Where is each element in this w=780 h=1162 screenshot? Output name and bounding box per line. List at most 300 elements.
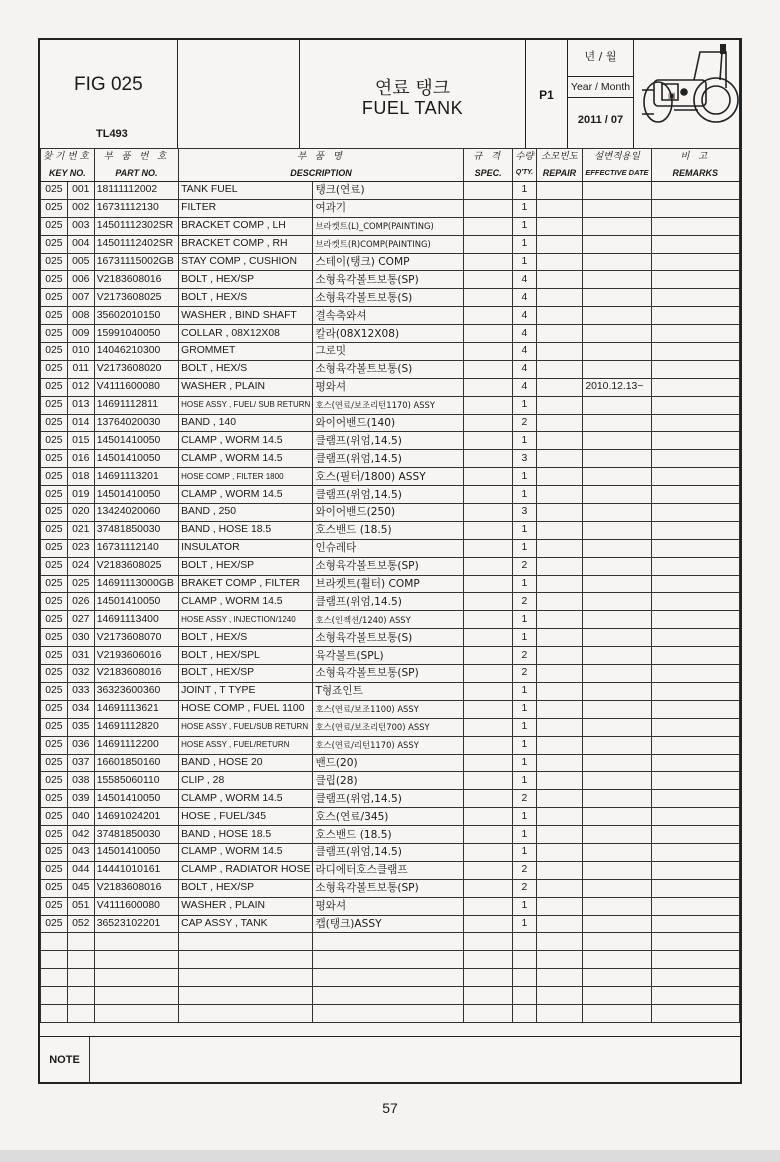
- cell-remarks: [651, 539, 739, 557]
- cell-repair: [536, 235, 583, 253]
- cell-remarks: [651, 843, 739, 861]
- cell-k1: 025: [41, 557, 68, 575]
- cell-en: CLAMP , WORM 14.5: [179, 593, 313, 611]
- issue-date: 2011 / 07: [577, 114, 624, 126]
- cell-repair: [536, 521, 583, 539]
- cell-qty: 1: [513, 199, 536, 217]
- empty-cell: [179, 933, 313, 951]
- cell-eff: [583, 647, 651, 665]
- cell-repair: [536, 897, 583, 915]
- cell-en: CLAMP , WORM 14.5: [179, 790, 313, 808]
- cell-remarks: [651, 235, 739, 253]
- cell-spec: [463, 665, 512, 683]
- cell-repair: [536, 486, 583, 504]
- empty-cell: [583, 1004, 651, 1022]
- cell-eff: [583, 861, 651, 879]
- cell-en: WASHER , PLAIN: [179, 378, 313, 396]
- table-row: [41, 539, 740, 557]
- cell-eff: [583, 199, 651, 217]
- cell-eff: [583, 450, 651, 468]
- cell-spec: [463, 486, 512, 504]
- cell-en: BOLT , HEX/SP: [179, 879, 313, 897]
- cell-part: V2173608025: [94, 289, 178, 307]
- empty-cell: [67, 1004, 94, 1022]
- cell-qty: 1: [513, 915, 536, 933]
- cell-k2: 003: [67, 217, 94, 235]
- cell-k2: 038: [67, 772, 94, 790]
- title-box: [300, 40, 526, 148]
- cell-en: STAY COMP , CUSHION: [179, 253, 313, 271]
- table-row: [41, 557, 740, 575]
- table-row: [41, 504, 740, 522]
- cell-en: BOLT , HEX/S: [179, 360, 313, 378]
- cell-repair: [536, 432, 583, 450]
- cell-k2: 052: [67, 915, 94, 933]
- page-code-box: [526, 40, 568, 148]
- cell-remarks: [651, 504, 739, 522]
- cell-part: 16731112140: [94, 539, 178, 557]
- cell-en: CLAMP , WORM 14.5: [179, 432, 313, 450]
- cell-qty: 1: [513, 897, 536, 915]
- col-spec-ko: 규 격: [463, 149, 512, 166]
- cell-k2: 019: [67, 486, 94, 504]
- cell-k1: 025: [41, 289, 68, 307]
- cell-remarks: [651, 360, 739, 378]
- cell-spec: [463, 539, 512, 557]
- empty-cell: [41, 969, 68, 987]
- cell-k1: 025: [41, 575, 68, 593]
- cell-spec: [463, 253, 512, 271]
- empty-cell: [313, 933, 463, 951]
- cell-repair: [536, 665, 583, 683]
- table-row: [41, 486, 740, 504]
- cell-remarks: [651, 343, 739, 361]
- cell-repair: [536, 754, 583, 772]
- cell-en: BRACKET COMP , LH: [179, 217, 313, 235]
- cell-eff: [583, 593, 651, 611]
- table-row: [41, 682, 740, 700]
- cell-ko: 평와셔: [313, 897, 463, 915]
- cell-spec: [463, 343, 512, 361]
- cell-spec: [463, 307, 512, 325]
- cell-repair: [536, 271, 583, 289]
- empty-cell: [94, 987, 178, 1005]
- col-part-en: PART NO.: [94, 165, 178, 182]
- cell-qty: 1: [513, 700, 536, 718]
- empty-cell: [94, 969, 178, 987]
- empty-cell: [463, 1004, 512, 1022]
- cell-ko: 클램프(위엄,14.5): [313, 432, 463, 450]
- cell-remarks: [651, 325, 739, 343]
- col-qty-en: Q'TY.: [513, 165, 536, 182]
- cell-spec: [463, 414, 512, 432]
- cell-spec: [463, 843, 512, 861]
- cell-eff: [583, 289, 651, 307]
- cell-eff: [583, 253, 651, 271]
- cell-qty: 1: [513, 253, 536, 271]
- cell-remarks: [651, 378, 739, 396]
- cell-repair: [536, 450, 583, 468]
- title-english: FUEL TANK: [361, 98, 464, 118]
- empty-cell: [651, 987, 739, 1005]
- cell-repair: [536, 253, 583, 271]
- cell-en: HOSE ASSY , FUEL/SUB RETURN: [179, 718, 313, 736]
- empty-row: [41, 1004, 740, 1022]
- cell-k1: 025: [41, 521, 68, 539]
- cell-eff: [583, 468, 651, 486]
- cell-remarks: [651, 396, 739, 414]
- cell-remarks: [651, 307, 739, 325]
- cell-ko: 호스(인젝션/1240) ASSY: [313, 611, 463, 629]
- cell-k1: 025: [41, 629, 68, 647]
- cell-k1: 025: [41, 647, 68, 665]
- roller-icon: [634, 40, 740, 148]
- cell-en: BOLT , HEX/SP: [179, 665, 313, 683]
- cell-eff: [583, 414, 651, 432]
- cell-part: V2183608016: [94, 271, 178, 289]
- table-row: [41, 432, 740, 450]
- cell-k2: 035: [67, 718, 94, 736]
- cell-ko: 여과기: [313, 199, 463, 217]
- empty-cell: [513, 987, 536, 1005]
- table-row: [41, 647, 740, 665]
- cell-part: 14501112302SR: [94, 217, 178, 235]
- cell-ko: 브라켓트(휠터) COMP: [313, 575, 463, 593]
- cell-ko: 호스(필터/1800) ASSY: [313, 468, 463, 486]
- table-row: [41, 253, 740, 271]
- cell-part: 14501410050: [94, 843, 178, 861]
- cell-eff: [583, 843, 651, 861]
- cell-k1: 025: [41, 360, 68, 378]
- cell-k1: 025: [41, 611, 68, 629]
- cell-ko: 클램프(위엄,14.5): [313, 593, 463, 611]
- cell-spec: [463, 915, 512, 933]
- cell-repair: [536, 378, 583, 396]
- cell-en: TANK FUEL: [179, 182, 313, 200]
- note-label: NOTE: [40, 1037, 90, 1083]
- cell-repair: [536, 682, 583, 700]
- cell-en: BOLT , HEX/S: [179, 629, 313, 647]
- cell-eff: [583, 826, 651, 844]
- cell-eff: [583, 432, 651, 450]
- cell-repair: [536, 826, 583, 844]
- note-area: [40, 1036, 740, 1083]
- cell-eff: [583, 486, 651, 504]
- table-row: [41, 217, 740, 235]
- cell-repair: [536, 325, 583, 343]
- page-number: 57: [382, 1100, 398, 1116]
- table-row: [41, 343, 740, 361]
- cell-remarks: [651, 289, 739, 307]
- cell-en: CLAMP , RADIATOR HOSE: [179, 861, 313, 879]
- table-row: [41, 575, 740, 593]
- cell-k2: 004: [67, 235, 94, 253]
- empty-cell: [94, 933, 178, 951]
- cell-spec: [463, 199, 512, 217]
- cell-en: CLAMP , WORM 14.5: [179, 843, 313, 861]
- cell-ko: 평와셔: [313, 378, 463, 396]
- table-row: [41, 772, 740, 790]
- cell-part: 14691112820: [94, 718, 178, 736]
- cell-repair: [536, 593, 583, 611]
- parts-table: [40, 148, 740, 1023]
- empty-cell: [513, 1004, 536, 1022]
- cell-spec: [463, 754, 512, 772]
- year-month-english: Year / Month: [568, 76, 633, 98]
- cell-part: 14501112402SR: [94, 235, 178, 253]
- cell-eff: [583, 897, 651, 915]
- cell-ko: 호스(연료/보조1100) ASSY: [313, 700, 463, 718]
- cell-en: INSULATOR: [179, 539, 313, 557]
- cell-ko: 호스(연료/보조리턴700) ASSY: [313, 718, 463, 736]
- empty-cell: [536, 987, 583, 1005]
- table-row: [41, 307, 740, 325]
- cell-part: 16731115002GB: [94, 253, 178, 271]
- col-eff-ko: 설변적용일: [583, 149, 651, 166]
- empty-cell: [313, 987, 463, 1005]
- cell-en: WASHER , PLAIN: [179, 897, 313, 915]
- cell-part: 37481850030: [94, 521, 178, 539]
- cell-repair: [536, 414, 583, 432]
- cell-k1: 025: [41, 808, 68, 826]
- empty-cell: [513, 933, 536, 951]
- cell-eff: [583, 307, 651, 325]
- cell-repair: [536, 629, 583, 647]
- cell-remarks: [651, 486, 739, 504]
- empty-row: [41, 933, 740, 951]
- cell-k2: 021: [67, 521, 94, 539]
- cell-spec: [463, 182, 512, 200]
- cell-ko: 칼라(08X12X08): [313, 325, 463, 343]
- col-desc-en: DESCRIPTION: [179, 165, 464, 182]
- empty-cell: [536, 969, 583, 987]
- cell-spec: [463, 378, 512, 396]
- cell-ko: 클립(28): [313, 772, 463, 790]
- table-row: [41, 879, 740, 897]
- cell-repair: [536, 861, 583, 879]
- cell-ko: 호스밴드 (18.5): [313, 826, 463, 844]
- cell-k1: 025: [41, 182, 68, 200]
- cell-remarks: [651, 271, 739, 289]
- table-row: [41, 897, 740, 915]
- empty-cell: [179, 969, 313, 987]
- cell-k2: 024: [67, 557, 94, 575]
- cell-part: 14046210300: [94, 343, 178, 361]
- cell-k2: 012: [67, 378, 94, 396]
- cell-eff: [583, 504, 651, 522]
- cell-part: 14501410050: [94, 790, 178, 808]
- cell-qty: 1: [513, 682, 536, 700]
- sheet-header: [40, 40, 740, 149]
- cell-remarks: [651, 790, 739, 808]
- cell-k1: 025: [41, 396, 68, 414]
- date-box: [568, 40, 634, 148]
- col-qty-ko: 수량: [513, 149, 536, 166]
- cell-spec: [463, 521, 512, 539]
- cell-ko: 호스(연료/리턴1170) ASSY: [313, 736, 463, 754]
- cell-part: V2173608020: [94, 360, 178, 378]
- figure-box: [40, 40, 178, 148]
- cell-k1: 025: [41, 593, 68, 611]
- cell-k1: 025: [41, 861, 68, 879]
- cell-k2: 010: [67, 343, 94, 361]
- table-row: [41, 235, 740, 253]
- table-row: [41, 843, 740, 861]
- parts-sheet: [38, 38, 742, 1084]
- cell-remarks: [651, 182, 739, 200]
- cell-repair: [536, 557, 583, 575]
- cell-eff: [583, 396, 651, 414]
- empty-cell: [536, 951, 583, 969]
- cell-k2: 023: [67, 539, 94, 557]
- cell-remarks: [651, 521, 739, 539]
- cell-eff: [583, 808, 651, 826]
- col-eff-en: EFFECTIVE DATE: [583, 165, 651, 182]
- col-part-ko: 부 품 번 호: [94, 149, 178, 166]
- cell-ko: 그로밋: [313, 343, 463, 361]
- cell-k2: 015: [67, 432, 94, 450]
- cell-eff: [583, 790, 651, 808]
- cell-ko: 와이어밴드(250): [313, 504, 463, 522]
- cell-repair: [536, 396, 583, 414]
- cell-repair: [536, 468, 583, 486]
- cell-en: BOLT , HEX/SPL: [179, 647, 313, 665]
- cell-qty: 1: [513, 486, 536, 504]
- cell-ko: 브라켓트(R)COMP(PAINTING): [313, 235, 463, 253]
- cell-part: V2193606016: [94, 647, 178, 665]
- empty-cell: [67, 969, 94, 987]
- cell-qty: 1: [513, 396, 536, 414]
- cell-en: CLAMP , WORM 14.5: [179, 486, 313, 504]
- cell-k2: 036: [67, 736, 94, 754]
- cell-part: 14441010161: [94, 861, 178, 879]
- empty-cell: [651, 1004, 739, 1022]
- cell-spec: [463, 700, 512, 718]
- cell-repair: [536, 307, 583, 325]
- cell-ko: 호스(연료/345): [313, 808, 463, 826]
- cell-part: 14691113000GB: [94, 575, 178, 593]
- col-key-ko: 찾기번호: [41, 149, 95, 166]
- cell-eff: [583, 700, 651, 718]
- cell-en: BAND , 140: [179, 414, 313, 432]
- cell-repair: [536, 217, 583, 235]
- cell-part: 14501410050: [94, 450, 178, 468]
- cell-spec: [463, 325, 512, 343]
- cell-remarks: [651, 718, 739, 736]
- roller-illustration: [634, 40, 740, 148]
- cell-ko: 결속축와셔: [313, 307, 463, 325]
- cell-k1: 025: [41, 199, 68, 217]
- cell-spec: [463, 682, 512, 700]
- cell-part: 13764020030: [94, 414, 178, 432]
- cell-qty: 4: [513, 378, 536, 396]
- empty-cell: [313, 951, 463, 969]
- cell-part: 37481850030: [94, 826, 178, 844]
- cell-remarks: [651, 682, 739, 700]
- col-key-en: KEY NO.: [41, 165, 95, 182]
- cell-remarks: [651, 575, 739, 593]
- empty-cell: [41, 1004, 68, 1022]
- cell-ko: 호스(연료/보조리턴1170) ASSY: [313, 396, 463, 414]
- table-row: [41, 360, 740, 378]
- cell-qty: 2: [513, 665, 536, 683]
- cell-part: 18111112002: [94, 182, 178, 200]
- cell-ko: 클램프(위엄,14.5): [313, 450, 463, 468]
- cell-en: FILTER: [179, 199, 313, 217]
- cell-part: V2183608016: [94, 879, 178, 897]
- cell-eff: [583, 915, 651, 933]
- cell-eff: [583, 235, 651, 253]
- cell-qty: 1: [513, 235, 536, 253]
- cell-ko: 라디에터호스클램프: [313, 861, 463, 879]
- empty-cell: [651, 933, 739, 951]
- cell-en: JOINT , T TYPE: [179, 682, 313, 700]
- cell-eff: [583, 736, 651, 754]
- cell-k1: 025: [41, 504, 68, 522]
- empty-cell: [94, 1004, 178, 1022]
- cell-k2: 032: [67, 665, 94, 683]
- table-row: [41, 271, 740, 289]
- empty-cell: [583, 969, 651, 987]
- cell-qty: 1: [513, 629, 536, 647]
- cell-k1: 025: [41, 754, 68, 772]
- cell-spec: [463, 718, 512, 736]
- cell-eff: [583, 217, 651, 235]
- cell-qty: 2: [513, 557, 536, 575]
- cell-en: BOLT , HEX/S: [179, 289, 313, 307]
- empty-cell: [536, 933, 583, 951]
- cell-qty: 4: [513, 307, 536, 325]
- cell-part: V4111600080: [94, 897, 178, 915]
- cell-qty: 2: [513, 593, 536, 611]
- col-remarks-ko: 비 고: [651, 149, 739, 166]
- page-code: P1: [539, 88, 554, 102]
- cell-eff: [583, 325, 651, 343]
- table-row: [41, 754, 740, 772]
- cell-spec: [463, 647, 512, 665]
- cell-remarks: [651, 826, 739, 844]
- cell-remarks: [651, 414, 739, 432]
- cell-spec: [463, 450, 512, 468]
- cell-k1: 025: [41, 843, 68, 861]
- cell-k2: 026: [67, 593, 94, 611]
- cell-eff: [583, 521, 651, 539]
- cell-part: V4111600080: [94, 378, 178, 396]
- table-row: [41, 808, 740, 826]
- empty-row: [41, 969, 740, 987]
- table-row: [41, 790, 740, 808]
- empty-cell: [651, 969, 739, 987]
- cell-spec: [463, 217, 512, 235]
- cell-part: 35602010150: [94, 307, 178, 325]
- cell-spec: [463, 736, 512, 754]
- cell-k2: 002: [67, 199, 94, 217]
- table-row: [41, 611, 740, 629]
- cell-remarks: [651, 629, 739, 647]
- cell-part: 16601850160: [94, 754, 178, 772]
- cell-k2: 025: [67, 575, 94, 593]
- cell-eff: [583, 575, 651, 593]
- cell-part: V2183608016: [94, 665, 178, 683]
- cell-en: HOSE COMP , FILTER 1800: [179, 468, 313, 486]
- cell-qty: 4: [513, 271, 536, 289]
- cell-repair: [536, 915, 583, 933]
- cell-eff: [583, 718, 651, 736]
- cell-ko: 캡(탱크)ASSY: [313, 915, 463, 933]
- cell-k1: 025: [41, 235, 68, 253]
- empty-cell: [583, 951, 651, 969]
- cell-remarks: [651, 700, 739, 718]
